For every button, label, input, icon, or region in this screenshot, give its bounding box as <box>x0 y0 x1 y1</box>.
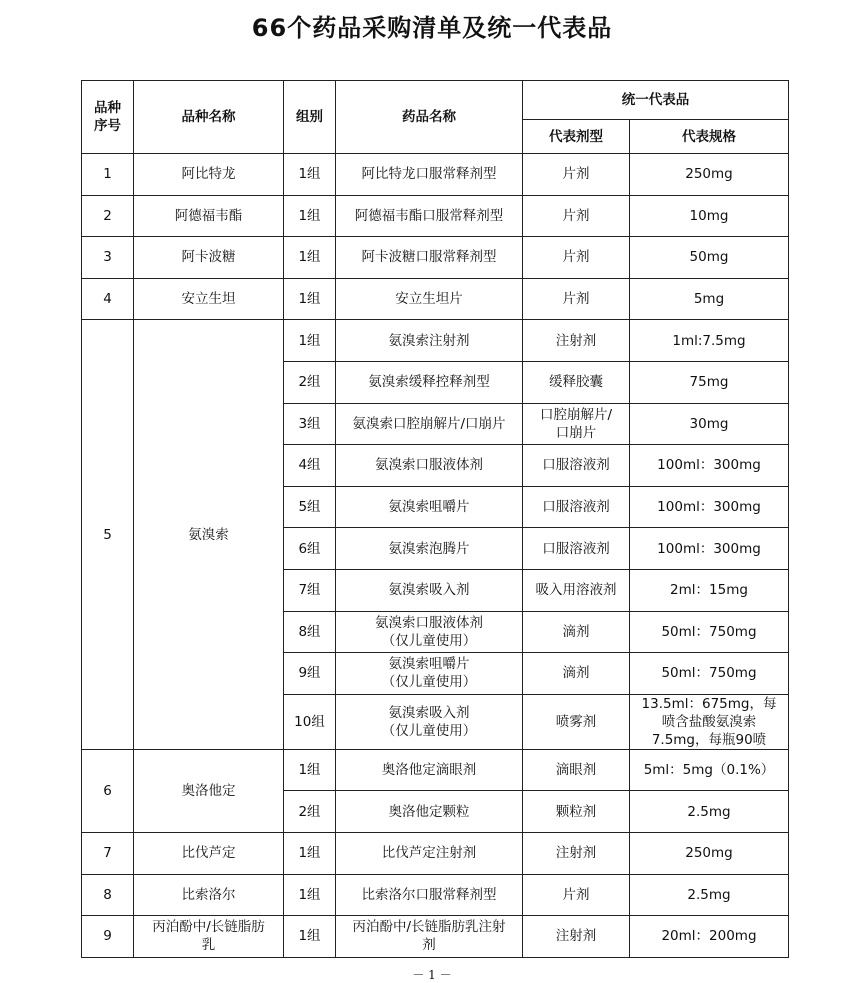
spec-cell: 2.5mg <box>630 874 789 916</box>
table-row <box>82 320 789 362</box>
form-cell: 吸入用溶液剂 <box>523 569 630 611</box>
form-cell: 片剂 <box>523 237 630 279</box>
group-cell: 7组 <box>284 569 336 611</box>
spec-cell: 13.5ml：675mg，每 喷含盐酸氨溴索 7.5mg，每瓶90喷 <box>630 694 789 749</box>
group-cell: 3组 <box>284 403 336 445</box>
spec-cell: 2.5mg <box>630 791 789 833</box>
drug-name-cell: 氨溴索口服液体剂 （仅儿童使用） <box>336 611 523 653</box>
drug-name-cell: 阿卡波糖口服常释剂型 <box>336 237 523 279</box>
group-cell: 8组 <box>284 611 336 653</box>
form-cell: 颗粒剂 <box>523 791 630 833</box>
form-cell: 滴眼剂 <box>523 749 630 791</box>
drug-name-cell: 氨溴索缓释控释剂型 <box>336 361 523 403</box>
form-cell: 口服溶液剂 <box>523 528 630 570</box>
variety-seq-cell: 2 <box>82 195 134 237</box>
variety-seq-cell: 4 <box>82 278 134 320</box>
form-cell: 片剂 <box>523 195 630 237</box>
form-cell: 缓释胶囊 <box>523 361 630 403</box>
spec-cell: 5ml：5mg（0.1%） <box>630 749 789 791</box>
spec-cell: 50ml：750mg <box>630 611 789 653</box>
variety-name-cell: 比伐芦定 <box>134 832 284 874</box>
drug-name-cell: 比伐芦定注射剂 <box>336 832 523 874</box>
form-cell: 片剂 <box>523 874 630 916</box>
drug-name-cell: 比索洛尔口服常释剂型 <box>336 874 523 916</box>
group-cell: 2组 <box>284 791 336 833</box>
group-cell: 1组 <box>284 195 336 237</box>
group-cell: 4组 <box>284 445 336 487</box>
form-cell: 口服溶液剂 <box>523 486 630 528</box>
spec-cell: 50mg <box>630 237 789 279</box>
drug-name-cell: 氨溴索泡腾片 <box>336 528 523 570</box>
spec-cell: 1ml:7.5mg <box>630 320 789 362</box>
group-cell: 1组 <box>284 278 336 320</box>
variety-seq-cell: 6 <box>82 749 134 832</box>
table-row <box>82 832 789 874</box>
page-number: － 1 － <box>412 968 452 982</box>
drug-name-cell: 安立生坦片 <box>336 278 523 320</box>
drug-name-cell: 氨溴索口服液体剂 <box>336 445 523 487</box>
variety-seq-cell: 5 <box>82 320 134 749</box>
spec-cell: 250mg <box>630 154 789 196</box>
variety-name-cell: 奥洛他定 <box>134 749 284 832</box>
variety-seq-cell: 3 <box>82 237 134 279</box>
header-variety-name: 品种名称 <box>134 81 284 154</box>
group-cell: 1组 <box>284 749 336 791</box>
header-representative-form: 代表剂型 <box>523 120 630 154</box>
variety-name-cell: 氨溴索 <box>134 320 284 749</box>
group-cell: 6组 <box>284 528 336 570</box>
variety-name-cell: 丙泊酚中/长链脂肪 乳 <box>134 916 284 958</box>
spec-cell: 50ml：750mg <box>630 653 789 695</box>
spec-cell: 100ml：300mg <box>630 528 789 570</box>
form-cell: 口服溶液剂 <box>523 445 630 487</box>
group-cell: 1组 <box>284 832 336 874</box>
drug-name-cell: 奥洛他定颗粒 <box>336 791 523 833</box>
table-row <box>82 237 789 279</box>
drug-name-cell: 氨溴索咀嚼片 <box>336 486 523 528</box>
table-row <box>82 916 789 958</box>
form-cell: 口腔崩解片/ 口崩片 <box>523 403 630 445</box>
header-representative-spec: 代表规格 <box>630 120 789 154</box>
spec-cell: 75mg <box>630 361 789 403</box>
header-seq: 品种 序号 <box>82 81 134 154</box>
header-drug-name: 药品名称 <box>336 81 523 154</box>
spec-cell: 100ml：300mg <box>630 445 789 487</box>
variety-name-cell: 阿比特龙 <box>134 154 284 196</box>
table-row <box>82 195 789 237</box>
form-cell: 片剂 <box>523 154 630 196</box>
spec-cell: 20ml：200mg <box>630 916 789 958</box>
header-row-top <box>82 81 789 120</box>
table-row <box>82 874 789 916</box>
form-cell: 喷雾剂 <box>523 694 630 749</box>
table-body <box>82 154 789 958</box>
spec-cell: 250mg <box>630 832 789 874</box>
drug-name-cell: 氨溴索注射剂 <box>336 320 523 362</box>
table-row <box>82 749 789 791</box>
spec-cell: 30mg <box>630 403 789 445</box>
variety-seq-cell: 1 <box>82 154 134 196</box>
variety-seq-cell: 8 <box>82 874 134 916</box>
document-title: 66个药品采购清单及统一代表品 <box>251 14 613 42</box>
variety-name-cell: 阿卡波糖 <box>134 237 284 279</box>
table-row <box>82 154 789 196</box>
variety-seq-cell: 7 <box>82 832 134 874</box>
form-cell: 注射剂 <box>523 320 630 362</box>
group-cell: 9组 <box>284 653 336 695</box>
group-cell: 1组 <box>284 874 336 916</box>
drug-name-cell: 氨溴索咀嚼片 （仅儿童使用） <box>336 653 523 695</box>
variety-seq-cell: 9 <box>82 916 134 958</box>
group-cell: 1组 <box>284 154 336 196</box>
drug-name-cell: 氨溴索吸入剂 <box>336 569 523 611</box>
variety-name-cell: 阿德福韦酯 <box>134 195 284 237</box>
drug-name-cell: 奥洛他定滴眼剂 <box>336 749 523 791</box>
group-cell: 10组 <box>284 694 336 749</box>
form-cell: 注射剂 <box>523 916 630 958</box>
spec-cell: 5mg <box>630 278 789 320</box>
header-unified-representative: 统一代表品 <box>523 81 789 120</box>
spec-cell: 10mg <box>630 195 789 237</box>
header-group: 组别 <box>284 81 336 154</box>
drug-name-cell: 氨溴索口腔崩解片/口崩片 <box>336 403 523 445</box>
variety-name-cell: 比索洛尔 <box>134 874 284 916</box>
group-cell: 1组 <box>284 916 336 958</box>
spec-cell: 2ml：15mg <box>630 569 789 611</box>
drug-name-cell: 阿德福韦酯口服常释剂型 <box>336 195 523 237</box>
group-cell: 2组 <box>284 361 336 403</box>
form-cell: 滴剂 <box>523 611 630 653</box>
group-cell: 5组 <box>284 486 336 528</box>
drug-name-cell: 氨溴索吸入剂 （仅儿童使用） <box>336 694 523 749</box>
table-row <box>82 278 789 320</box>
drug-name-cell: 阿比特龙口服常释剂型 <box>336 154 523 196</box>
group-cell: 1组 <box>284 237 336 279</box>
form-cell: 注射剂 <box>523 832 630 874</box>
form-cell: 滴剂 <box>523 653 630 695</box>
form-cell: 片剂 <box>523 278 630 320</box>
drug-procurement-table <box>81 80 789 958</box>
group-cell: 1组 <box>284 320 336 362</box>
spec-cell: 100ml：300mg <box>630 486 789 528</box>
variety-name-cell: 安立生坦 <box>134 278 284 320</box>
drug-name-cell: 丙泊酚中/长链脂肪乳注射 剂 <box>336 916 523 958</box>
